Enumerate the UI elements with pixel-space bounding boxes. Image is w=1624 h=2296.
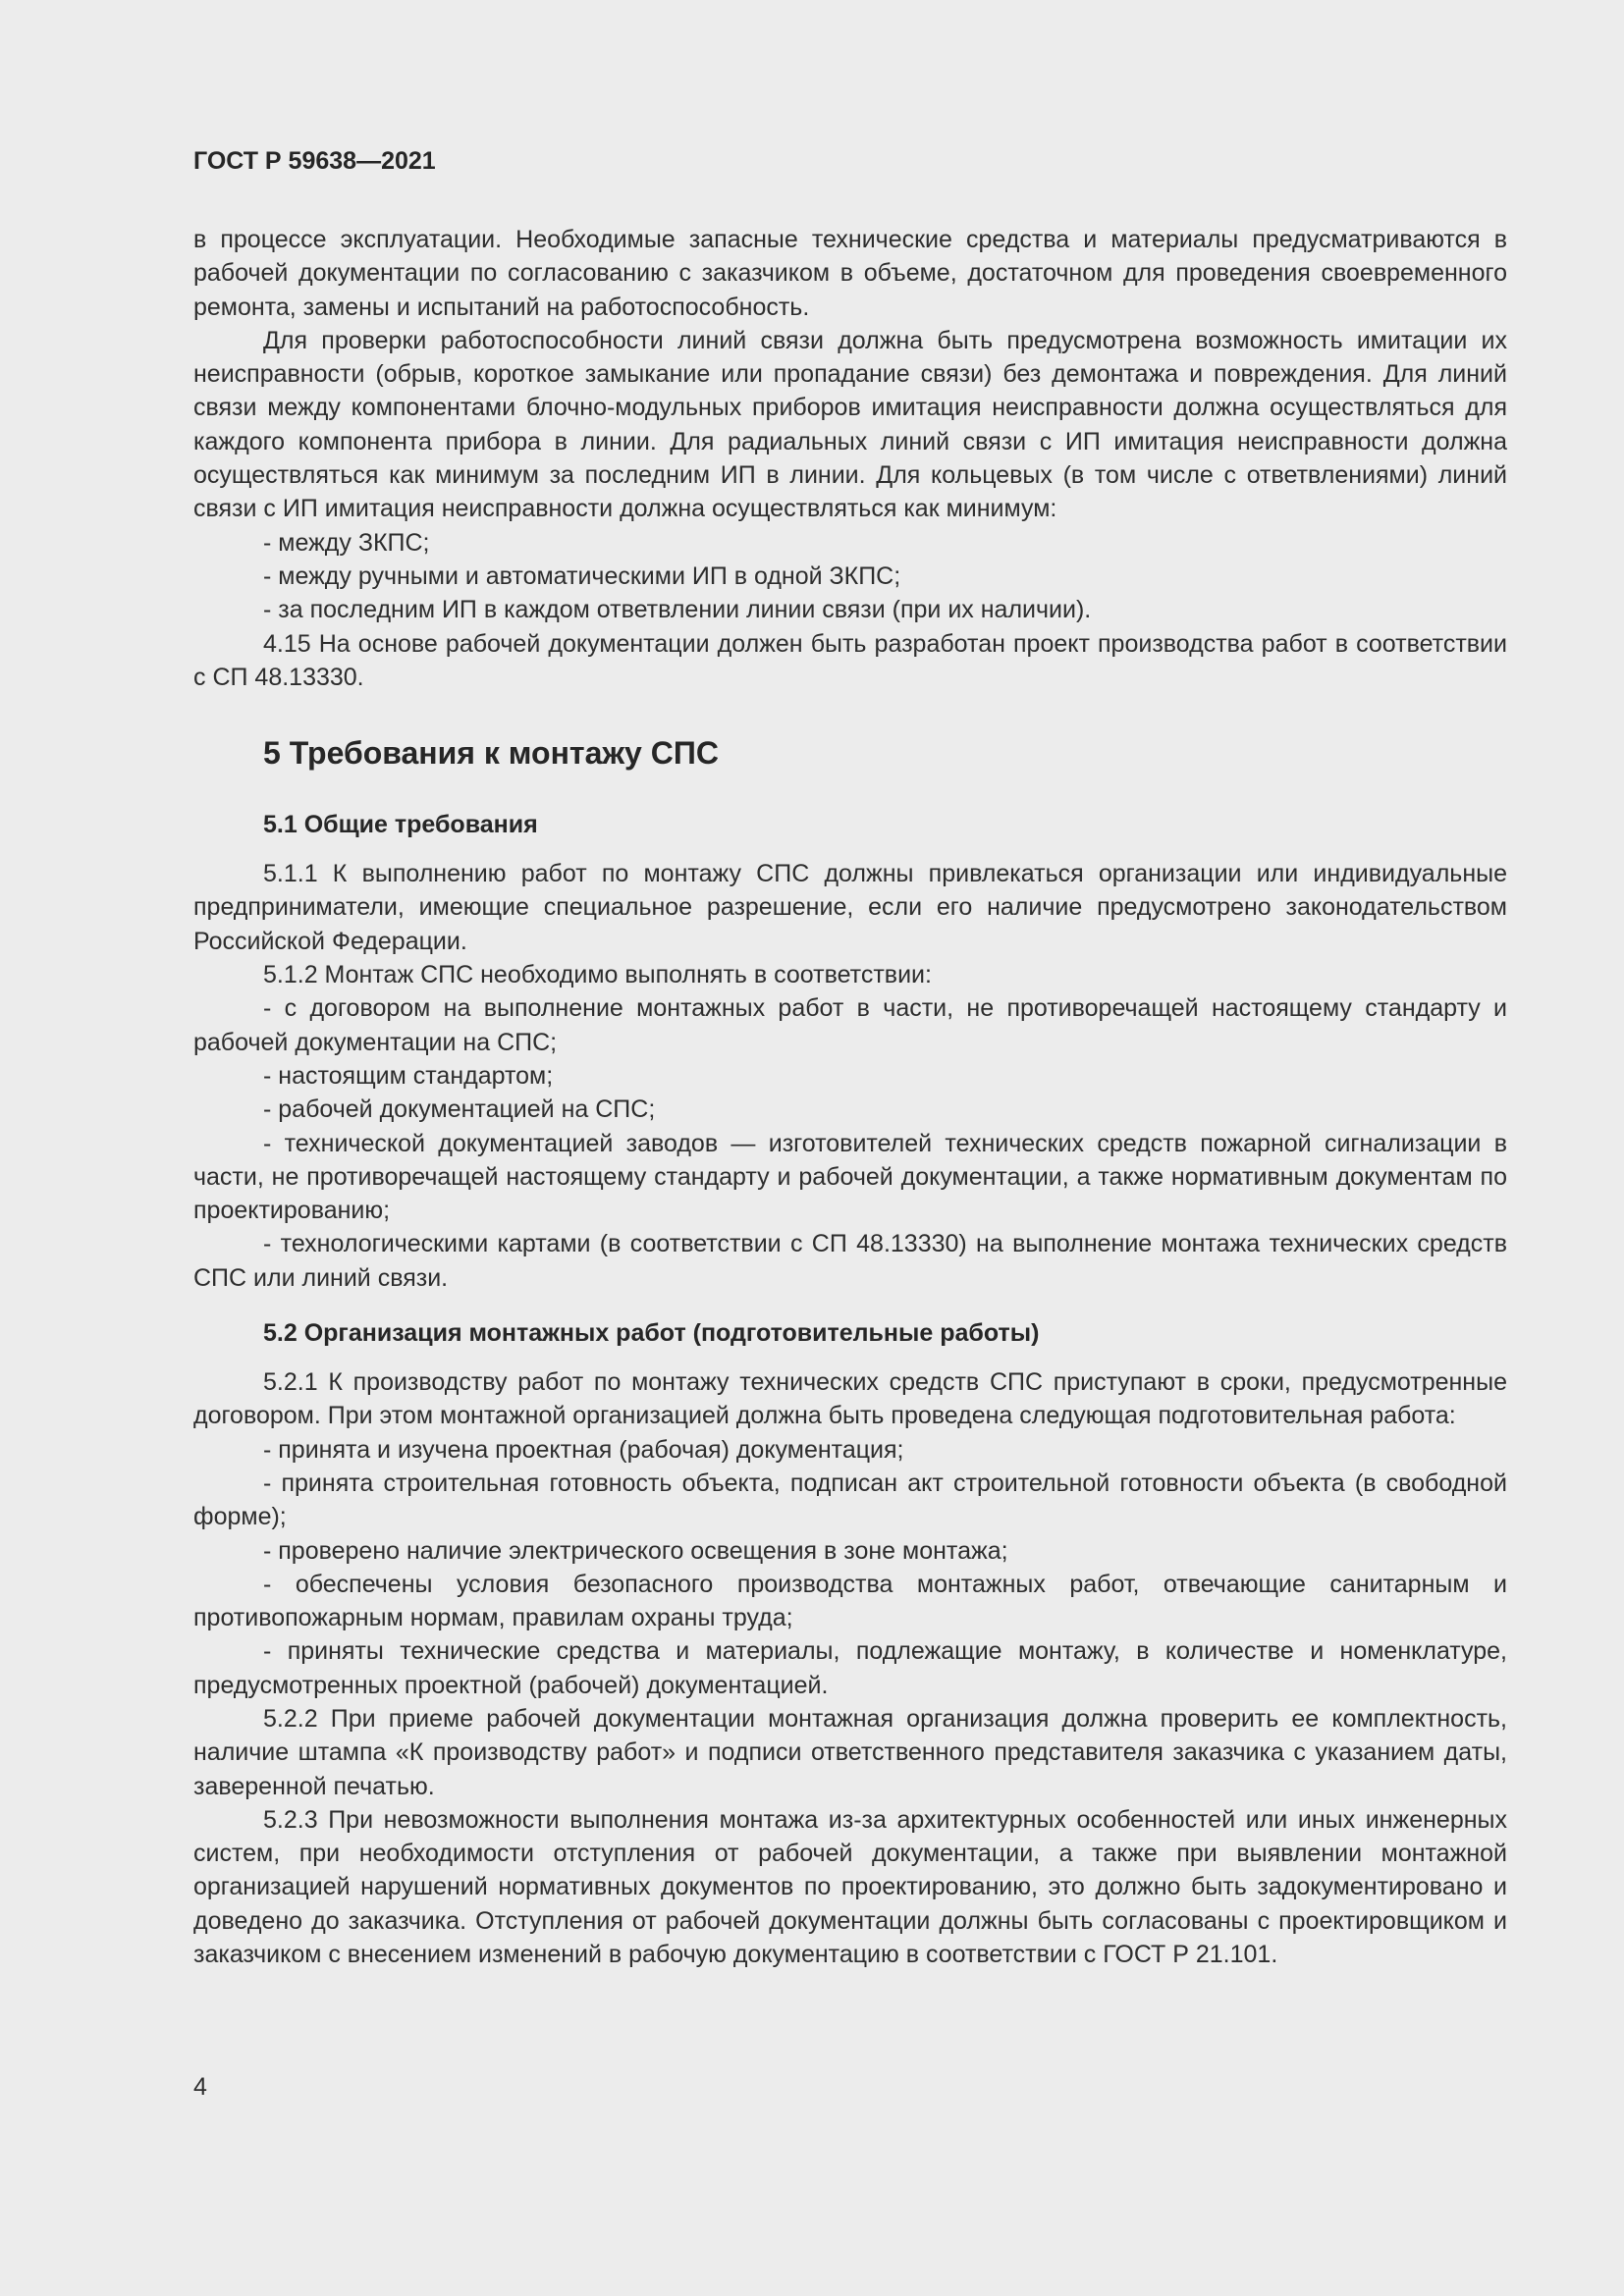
clause-5-2-1: 5.2.1 К производству работ по монтажу технических средств СПС приступают в сроки, предусмотренные договором. При этом монтажной организацией должна быть проведена следующая подготовительная работа: — [193, 1368, 1507, 1430]
document-header: ГОСТ Р 59638—2021 — [193, 147, 436, 175]
list-item: - принята строительная готовность объекта, подписан акт строительной готовности объекта (в свободной форме); — [193, 1468, 1507, 1531]
paragraph: в процессе эксплуатации. Необходимые запасные технические средства и материалы предусматриваются в рабочей документации по согласованию с заказчиком в объеме, достаточном для проведения своевременного ремонта, замены и испытаний на работоспособность. — [193, 226, 1507, 321]
paragraph: Для проверки работоспособности линий связи должна быть предусмотрена возможность имитации их неисправности (обрыв, короткое замыкание или пропадание связи) без демонтажа и повреждения. Для линий связи между компонентами блочно-модульных приборов имитация неисправности должна осуществляться для каждого компонента прибора в линии. Для радиальных линий связи с ИП имитация неисправности должна осуществляться как минимум за последним ИП в линии. Для кольцевых (в том числе с ответвлениями) линий связи с ИП имитация неисправности должна осуществляться как минимум: — [193, 326, 1507, 523]
clause-5-2-3: 5.2.3 При невозможности выполнения монтажа из-за архитектурных особенностей или иных инженерных систем, при необходимости отступления от рабочей документации, а также при выявлении монтажной организацией нарушений нормативных документов по проектированию, это должно быть задокументировано и доведено до заказчика. Отступления от рабочей документации должны быть согласованы с проектировщиком и заказчиком с внесением изменений в рабочую документацию в соответствии с ГОСТ Р 21.101. — [193, 1805, 1507, 1969]
clause-5-1-2: 5.1.2 Монтаж СПС необходимо выполнять в соответствии: — [263, 961, 932, 989]
clause-4-15: 4.15 На основе рабочей документации должен быть разработан проект производства работ в соответствии с СП 48.13330. — [193, 629, 1507, 691]
section-5-heading: 5 Требования к монтажу СПС — [263, 735, 719, 772]
list-item: - между ЗКПС; — [263, 528, 430, 557]
clause-5-1-1: 5.1.1 К выполнению работ по монтажу СПС должны привлекаться организации или индивидуальные предприниматели, имеющие специальное разрешение, если его наличие предусмотрено законодательством Российской Федерации. — [193, 860, 1507, 955]
list-item: - приняты технические средства и материалы, подлежащие монтажу, в количестве и номенклатуре, предусмотренных проектной (рабочей) документацией. — [193, 1637, 1507, 1699]
list-item: - проверено наличие электрического освещения в зоне монтажа; — [263, 1536, 1008, 1565]
list-item: - технологическими картами (в соответствии с СП 48.13330) на выполнение монтажа технических средств СПС или линий связи. — [193, 1230, 1507, 1292]
subsection-5-1-heading: 5.1 Общие требования — [263, 811, 538, 839]
list-item: - за последним ИП в каждом ответвлении линии связи (при их наличии). — [263, 596, 1092, 624]
list-item: - технической документацией заводов — изготовителей технических средств пожарной сигнализации в части, не противоречащей настоящему стандарту и рабочей документации, а также нормативным документам по проектированию; — [193, 1129, 1507, 1225]
list-item: - принята и изучена проектная (рабочая) документация; — [263, 1435, 904, 1464]
clause-5-2-2: 5.2.2 При приеме рабочей документации монтажная организация должна проверить ее комплектность, наличие штампа «К производству работ» и подписи ответственного представителя заказчика с указанием даты, заверенной печатью. — [193, 1704, 1507, 1800]
subsection-5-2-heading: 5.2 Организация монтажных работ (подготовительные работы) — [263, 1319, 1040, 1348]
list-item: - обеспечены условия безопасного производства монтажных работ, отвечающие санитарным и противопожарным нормам, правилам охраны труда; — [193, 1570, 1507, 1632]
list-item: - между ручными и автоматическими ИП в одной ЗКПС; — [263, 561, 901, 590]
list-item: - с договором на выполнение монтажных работ в части, не противоречащей настоящему стандарту и рабочей документации на СПС; — [193, 994, 1507, 1056]
list-item: - настоящим стандартом; — [263, 1061, 554, 1090]
list-item: - рабочей документацией на СПС; — [263, 1095, 656, 1124]
page-number: 4 — [193, 2073, 207, 2101]
document-body — [193, 223, 1507, 1971]
